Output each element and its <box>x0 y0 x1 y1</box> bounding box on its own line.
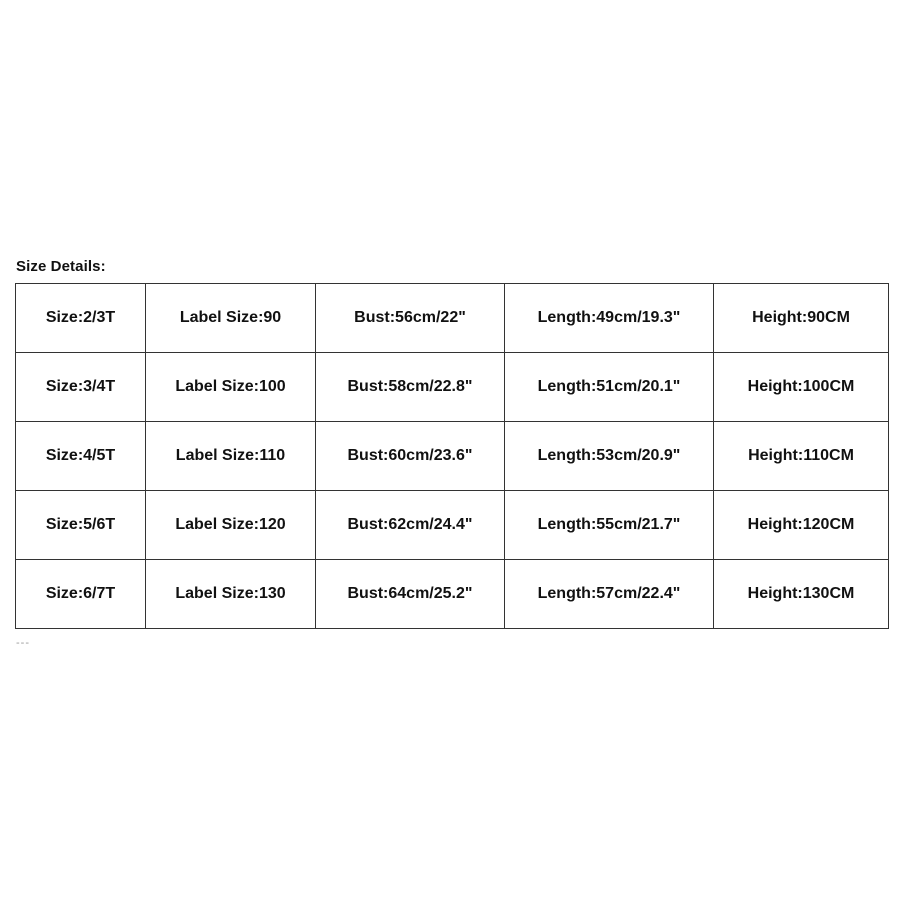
footer-dash-mark: --- <box>16 637 30 649</box>
length-cell: Length:53cm/20.9" <box>505 422 714 491</box>
label-size-cell: Label Size:90 <box>146 284 316 353</box>
length-cell: Length:51cm/20.1" <box>505 353 714 422</box>
label-size-cell: Label Size:130 <box>146 560 316 629</box>
bust-cell: Bust:60cm/23.6" <box>316 422 505 491</box>
table-row <box>16 491 889 560</box>
size-chart-body <box>16 284 889 629</box>
size-details-heading: Size Details: <box>16 258 106 275</box>
size-cell: Size:3/4T <box>16 353 146 422</box>
size-chart-table <box>15 283 889 629</box>
height-cell: Height:120CM <box>714 491 889 560</box>
length-cell: Length:57cm/22.4" <box>505 560 714 629</box>
table-row <box>16 560 889 629</box>
length-cell: Length:49cm/19.3" <box>505 284 714 353</box>
size-cell: Size:4/5T <box>16 422 146 491</box>
bust-cell: Bust:56cm/22" <box>316 284 505 353</box>
length-cell: Length:55cm/21.7" <box>505 491 714 560</box>
bust-cell: Bust:64cm/25.2" <box>316 560 505 629</box>
table-row <box>16 422 889 491</box>
label-size-cell: Label Size:100 <box>146 353 316 422</box>
label-size-cell: Label Size:110 <box>146 422 316 491</box>
height-cell: Height:110CM <box>714 422 889 491</box>
label-size-cell: Label Size:120 <box>146 491 316 560</box>
size-cell: Size:5/6T <box>16 491 146 560</box>
size-cell: Size:2/3T <box>16 284 146 353</box>
table-row <box>16 284 889 353</box>
height-cell: Height:130CM <box>714 560 889 629</box>
bust-cell: Bust:58cm/22.8" <box>316 353 505 422</box>
size-cell: Size:6/7T <box>16 560 146 629</box>
bust-cell: Bust:62cm/24.4" <box>316 491 505 560</box>
height-cell: Height:90CM <box>714 284 889 353</box>
height-cell: Height:100CM <box>714 353 889 422</box>
table-row <box>16 353 889 422</box>
